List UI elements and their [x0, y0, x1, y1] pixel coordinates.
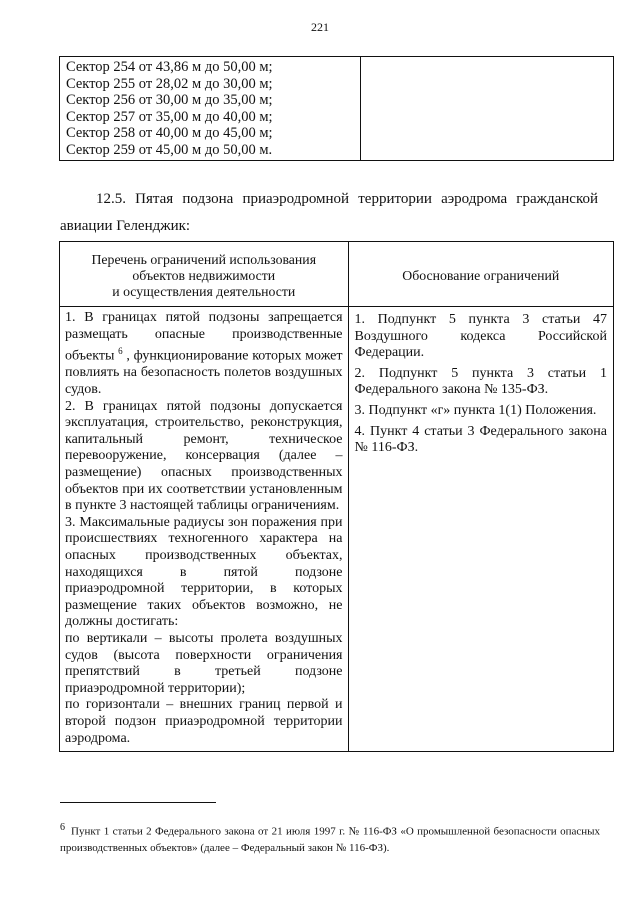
restriction-text: 1. В границах пятой подзоны запрещается размещать опасные производственные объекты	[65, 310, 343, 364]
restriction-text: , функционирование которых может повлиять на безопасность полетов воздушных судов.	[65, 348, 343, 398]
restriction-paragraph: по вертикали – высоты пролета воздушных судов (высота поверхности ограничения препятствий в третьей подзоне приаэродромной территории);	[65, 630, 343, 696]
sector-line: Сектор 256 от 30,00 м до 35,00 м;	[66, 92, 273, 109]
header-line: и осуществления деятельности	[112, 284, 296, 299]
header-line: Обоснование ограничений	[402, 268, 560, 283]
restriction-paragraph: 3. Максимальные радиусы зон поражения при происшествиях техногенного характера на опасных производственных объектах, находящихся в пятой подзоне приаэродромной территории, в которых размещение таких объектов возможно, не должны достигать:	[65, 514, 343, 630]
justification-paragraph: 2. Подпункт 5 пункта 3 статьи 1 Федерального закона № 135-ФЗ.	[354, 365, 607, 398]
header-line: Перечень ограничений использования	[91, 252, 317, 267]
subzone-heading: 12.5. Пятая подзона приаэродромной территории аэродрома гражданской авиации Геленджик:	[60, 191, 598, 234]
justification-paragraph: 4. Пункт 4 статьи 3 Федерального закона № 116-ФЗ.	[354, 423, 607, 456]
sector-line: Сектор 254 от 43,86 м до 50,00 м;	[66, 59, 273, 75]
justification-paragraph: 3. Подпункт «г» пункта 1(1) Положения.	[354, 402, 597, 418]
restriction-paragraph: по горизонтали – внешних границ первой и второй подзон приаэродромной территории аэродрома.	[65, 697, 343, 746]
footnote-ref: 6	[118, 346, 123, 357]
restrictions-table	[59, 241, 614, 752]
sector-line: Сектор 259 от 45,00 м до 50,00 м.	[66, 141, 273, 158]
justification-list-cell	[348, 307, 613, 752]
sector-line: Сектор 257 от 35,00 м до 40,00 м;	[66, 108, 273, 125]
sector-line: Сектор 258 от 40,00 м до 45,00 м;	[66, 125, 273, 142]
page-number: 221	[311, 20, 329, 34]
sectors-cell	[60, 57, 361, 161]
footnote-text: Пункт 1 статьи 2 Федерального закона от 21 июля 1997 г. № 116-ФЗ «О промышленной безопасности опасных производственных объектов» (далее – Федеральный закон № 116-ФЗ).	[60, 825, 600, 854]
sectors-empty-cell	[361, 57, 614, 161]
header-line: объектов недвижимости	[132, 268, 276, 283]
footnote-separator	[60, 802, 216, 803]
justification-paragraph: 1. Подпункт 5 пункта 3 статьи 47 Воздушного кодекса Российской Федерации.	[354, 312, 607, 361]
footnote	[60, 820, 600, 856]
restriction-paragraph	[65, 310, 343, 399]
footnote-marker: 6	[60, 822, 65, 833]
sectors-table	[59, 56, 614, 161]
header-justification	[348, 242, 613, 307]
restriction-paragraph: 2. В границах пятой подзоны допускается эксплуатация, строительство, реконструкция, капитальный ремонт, техническое перевооружение, консервация (далее – размещение) опасных производственных объектов при их соответствии установленным в пункте 3 настоящей таблицы ограничениям.	[65, 398, 343, 514]
sector-line: Сектор 255 от 28,02 м до 30,00 м;	[66, 75, 273, 92]
header-restrictions	[60, 242, 349, 307]
restrictions-list-cell	[60, 307, 349, 752]
